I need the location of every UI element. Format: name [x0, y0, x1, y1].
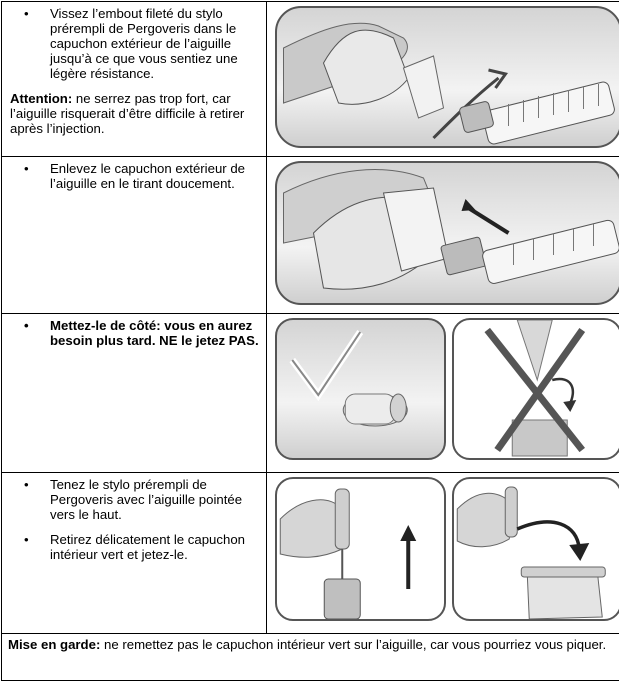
keep-cap-correct-panel — [275, 318, 446, 460]
step-1-illustration-cell — [267, 2, 619, 157]
step-row-1 — [2, 2, 619, 157]
step-4-bullet-1: • Tenez le stylo prérempli de Pergoveris avec l’aiguille pointée vers le haut. — [50, 477, 262, 522]
discard-inner-cap-panel — [452, 477, 619, 621]
step-4-illustration-cell — [267, 473, 619, 634]
attention-text: ne serrez pas trop fort, car l’aiguille risquerait d’être difficile à retirer après l’injection. — [10, 91, 244, 136]
step-2-bullet: • Enlevez le capuchon extérieur de l’aiguille en le tirant doucement. — [50, 161, 262, 191]
warning-label: Mise en garde: — [8, 637, 100, 652]
screw-needle-illustration — [275, 6, 619, 148]
discard-inner-cap-drawing — [454, 479, 619, 619]
step-row-4 — [2, 473, 619, 634]
step-2-list — [10, 161, 262, 191]
attention-label: Attention: — [10, 91, 72, 106]
discard-cap-wrong-panel — [452, 318, 619, 460]
remove-outer-cap-illustration — [275, 161, 619, 305]
step-1-list — [10, 6, 262, 81]
warning-row — [2, 634, 619, 681]
step-2-illustration-cell — [267, 157, 619, 314]
step-4-list — [10, 477, 262, 562]
warning-note — [8, 637, 619, 652]
needle-up-panel — [275, 477, 446, 621]
instruction-table — [1, 1, 619, 681]
remove-outer-cap-drawing — [277, 163, 619, 303]
keep-cap-illustrations — [275, 318, 619, 460]
step-1-bullet: • Vissez l’embout fileté du stylo prérempli de Pergoveris dans le capuchon extérieur de l’aiguille jusqu’à ce que vous sentiez une légère résistance. — [50, 6, 262, 81]
warning-text: ne remettez pas le capuchon intérieur vert sur l’aiguille, car vous pourriez vous piquer. — [100, 637, 606, 652]
attention-note — [10, 91, 262, 136]
screw-needle-drawing — [277, 8, 619, 146]
remove-inner-cap-illustrations — [275, 477, 619, 621]
step-4-text-cell — [2, 473, 267, 634]
step-3-bullet: • Mettez-le de côté: vous en aurez besoin plus tard. NE le jetez PAS. — [50, 318, 262, 348]
step-3-list — [10, 318, 262, 348]
check-mark-drawing — [277, 320, 444, 458]
step-1-text-cell — [2, 2, 267, 157]
cross-mark-drawing — [454, 320, 619, 458]
step-2-text-cell — [2, 157, 267, 314]
step-3-illustration-cell — [267, 314, 619, 473]
step-3-text-cell — [2, 314, 267, 473]
step-4-bullet-2: • Retirez délicatement le capuchon intérieur vert et jetez-le. — [50, 532, 262, 562]
warning-cell — [2, 634, 619, 681]
needle-up-drawing — [277, 479, 444, 619]
step-row-2 — [2, 157, 619, 314]
step-row-3 — [2, 314, 619, 473]
